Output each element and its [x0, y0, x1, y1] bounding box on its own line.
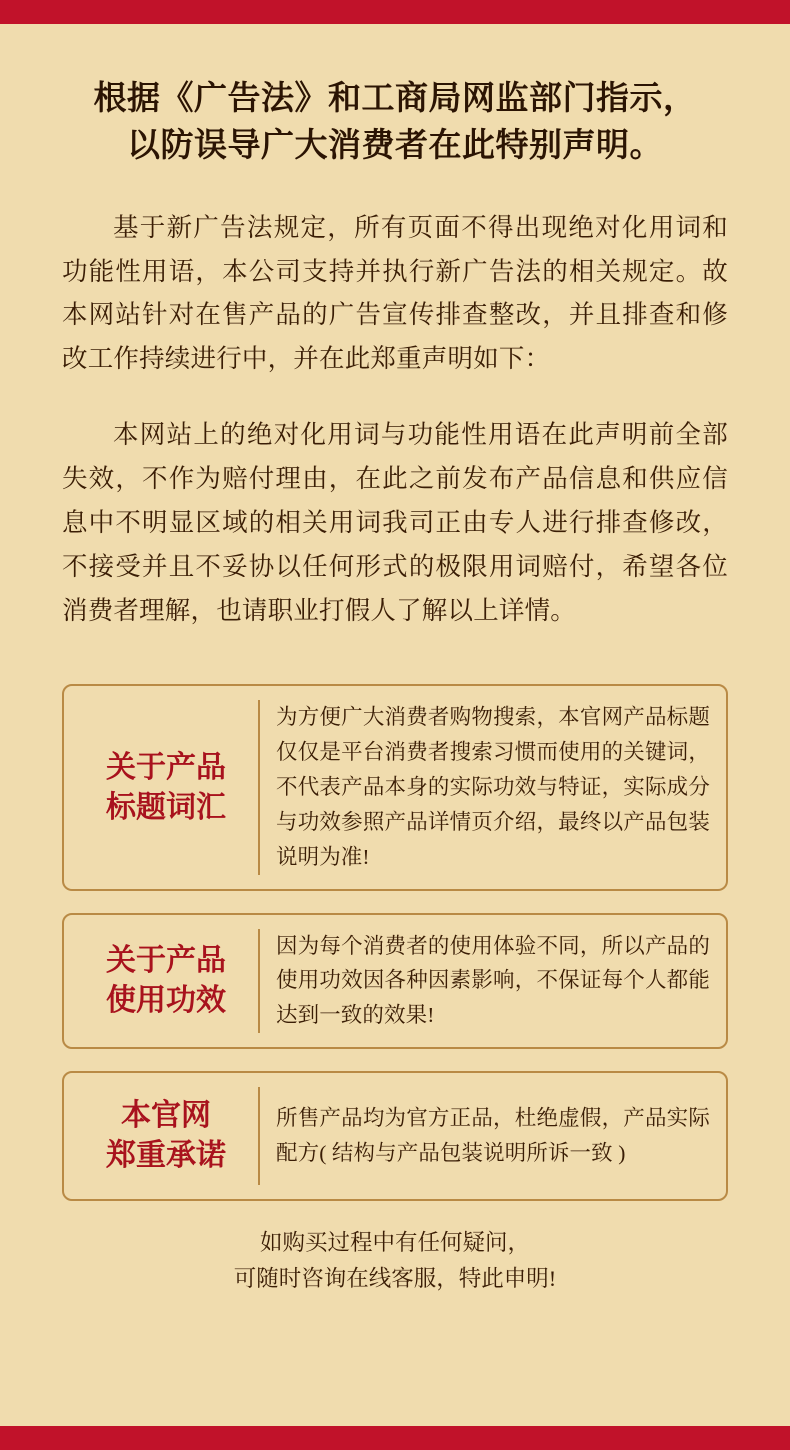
statement-card-title	[74, 1087, 260, 1185]
statement-card-official-promise	[62, 1071, 728, 1201]
footer-note	[62, 1225, 728, 1297]
statement-card-title	[74, 700, 260, 874]
statement-card-title-line-1: 本官网	[121, 1099, 211, 1133]
statement-card-title	[74, 929, 260, 1033]
statement-card-body: 为方便广大消费者购物搜索，本官网产品标题仅仅是平台消费者搜索习惯而使用的关键词，不代表产品本身的实际功效与特证，实际成分与功效参照产品详情页介绍，最终以产品包装说明为准!	[276, 705, 710, 869]
top-color-band	[0, 0, 790, 24]
statement-card-title-line-1: 关于产品	[106, 750, 226, 784]
statement-card-product-effect	[62, 913, 728, 1049]
intro-paragraph-2: 本网站上的绝对化用词与功能性用语在此声明前全部失效，不作为赔付理由，在此之前发布产品信息和供应信息中不明显区域的相关用词我司正由专人进行排查修改，不接受并且不妥协以任何形式的极限用词赔付，希望各位消费者理解，也请职业打假人了解以上详情。	[62, 420, 728, 625]
statement-card-list	[62, 684, 728, 1201]
footer-note-line-2: 可随时咨询在线客服，特此申明!	[233, 1266, 557, 1292]
intro-paragraph-1: 基于新广告法规定，所有页面不得出现绝对化用词和功能性用语，本公司支持并执行新广告法的相关规定。故本网站针对在售产品的广告宣传排查整改，并且排查和修改工作持续进行中，并在此郑重声明如下：	[62, 212, 728, 374]
statement-card-title-line-2: 郑重承诺	[106, 1139, 226, 1173]
statement-card-title-line-2: 标题词汇	[106, 790, 226, 824]
statement-card-title-line-2: 使用功效	[106, 983, 226, 1017]
bottom-color-band	[0, 1426, 790, 1450]
page-title-line-2: 以防误导广大消费者在此特别声明。	[127, 127, 663, 164]
page-title	[62, 24, 728, 170]
statement-card-body: 因为每个消费者的使用体验不同，所以产品的使用功效因各种因素影响，不保证每个人都能达到一致的效果!	[276, 933, 710, 1028]
statement-card-body: 所售产品均为官方正品，杜绝虚假，产品实际配方( 结构与产品包装说明所诉一致 )	[276, 1106, 710, 1166]
statement-card-title-line-1: 关于产品	[106, 943, 226, 977]
page-title-line-1: 根据《广告法》和工商局网监部门指示，	[93, 81, 697, 117]
footer-note-line-1: 如购买过程中有任何疑问，	[259, 1230, 530, 1256]
statement-card-product-title	[62, 684, 728, 890]
paper-sheet	[0, 24, 790, 1426]
